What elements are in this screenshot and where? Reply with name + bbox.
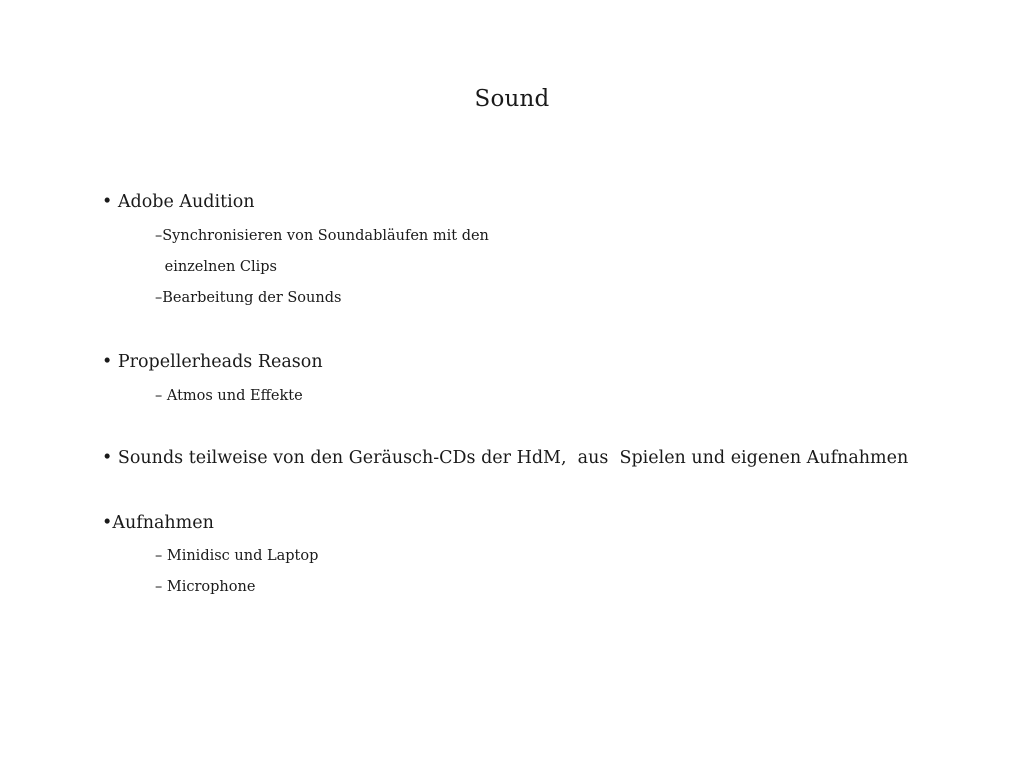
bullet-aufnahmen: •Aufnahmen xyxy=(102,513,214,533)
bullet-propellerheads-reason: • Propellerheads Reason xyxy=(102,352,323,372)
slide-title: Sound xyxy=(474,86,550,112)
sub-item-bearbeitung: –Bearbeitung der Sounds xyxy=(155,290,342,306)
sub-item-microphone: – Microphone xyxy=(155,579,256,595)
bullet-adobe-audition: • Adobe Audition xyxy=(102,192,255,212)
sub-item-synchronisieren: –Synchronisieren von Soundabläufen mit den xyxy=(155,228,489,244)
sub-item-atmos-effekte: – Atmos und Effekte xyxy=(155,388,303,404)
sub-item-minidisc-laptop: – Minidisc und Laptop xyxy=(155,548,319,564)
bullet-sounds-source: • Sounds teilweise von den Geräusch-CDs der HdM, aus Spielen und eigenen Aufnahmen xyxy=(102,448,909,468)
sub-item-einzelnen-clips: einzelnen Clips xyxy=(160,259,277,275)
